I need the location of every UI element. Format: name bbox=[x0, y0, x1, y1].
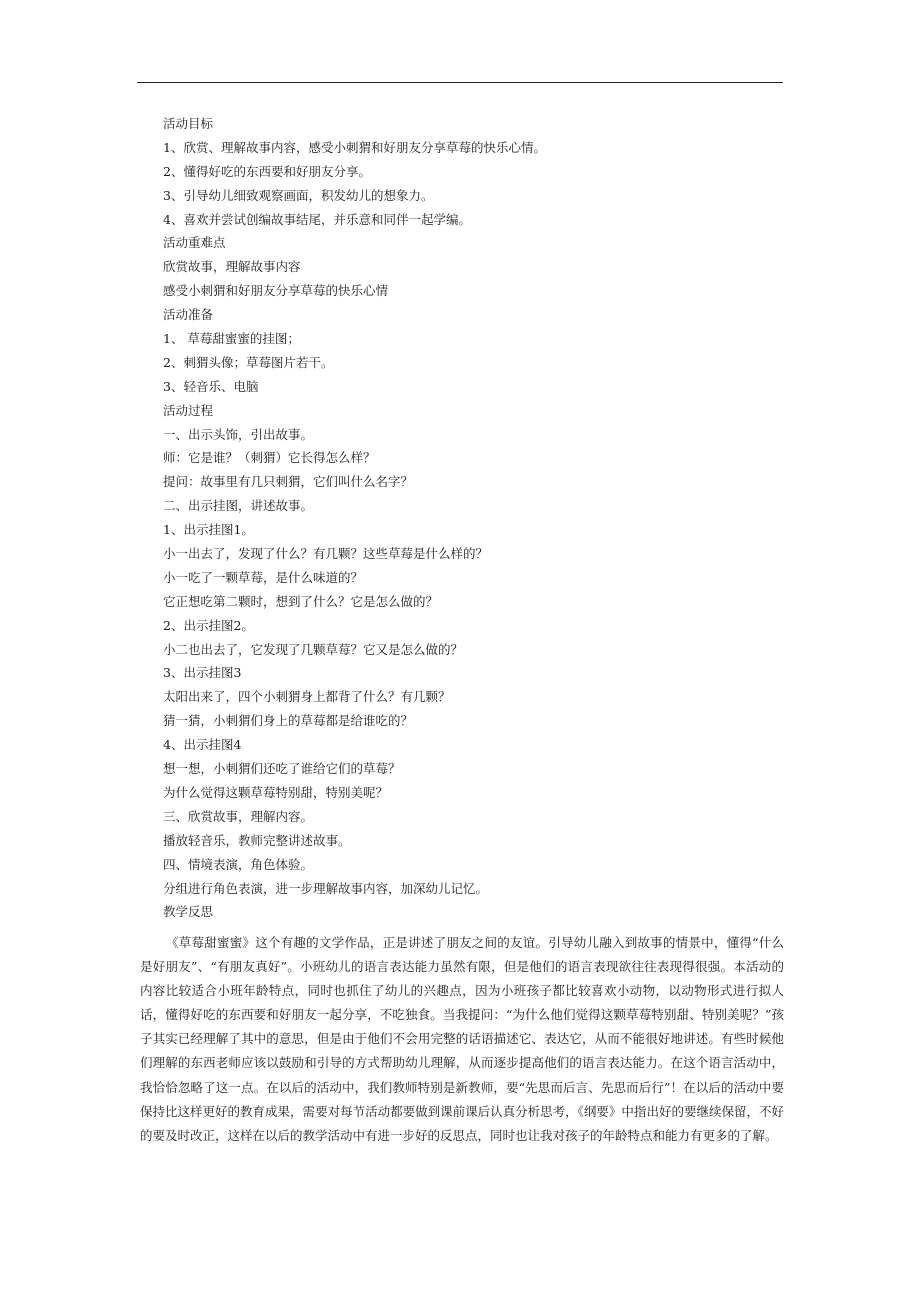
text-line: 3、轻音乐、电脑 bbox=[163, 378, 259, 394]
text-line: 1、出示挂图1。 bbox=[163, 522, 254, 538]
text-line: 它正想吃第二颗时，想到了什么？它是怎么做的？ bbox=[163, 593, 439, 609]
text-line: 想一想，小刺猬们还吃了谁给它们的草莓？ bbox=[163, 761, 401, 777]
text-line: 2、刺猬头像；草莓图片若干。 bbox=[163, 354, 334, 370]
text-line: 欣赏故事，理解故事内容 bbox=[163, 259, 301, 275]
text-line: 猜一猜，小刺猬们身上的草莓都是给谁吃的？ bbox=[163, 713, 414, 729]
text-line: 3、引导幼儿细致观察画面，积发幼儿的想象力。 bbox=[163, 187, 434, 203]
text-line: 小二也出去了，它发现了几颗草莓？它又是怎么做的？ bbox=[163, 641, 464, 657]
section-heading-key-points: 活动重难点 bbox=[163, 235, 226, 251]
section-heading-process: 活动过程 bbox=[163, 402, 214, 418]
text-line: 播放轻音乐，教师完整讲述故事。 bbox=[163, 832, 351, 848]
text-line: 二、出示挂图，讲述故事。 bbox=[163, 498, 314, 514]
text-line: 一、出示头饰，引出故事。 bbox=[163, 426, 314, 442]
reflection-paragraph: 《草莓甜蜜蜜》这个有趣的文学作品，正是讲述了朋友之间的友谊。引导幼儿融入到故事的情景中，懂得“什么是好朋友”、“有朋友真好”。小班幼儿的语言表达能力虽然有限，但是他们的语言表现欲往往表现得很强。本活动的内容比较适合小班年龄特点，同时也抓住了幼儿的兴趣点，因为小班孩子都比较喜欢小动物，以动物形式进行拟人话，懂得好吃的东西要和好朋友一起分享，不吃独食。当我提问：“为什么他们觉得这颗草莓特别甜、特别美呢？”孩子其实已经理解了其中的意思，但是由于他们不会用完整的话语描述它、表达它，从而不能很好地讲述。有些时候他们理解的东西老师应该以鼓励和引导的方式帮助幼儿理解，从而逐步提高他们的语言表达能力。在这个语言活动中，我恰恰忽略了这一点。在以后的活动中，我们教师特别是新教师，要“先思而后言、先思而后行”！在以后的活动中要保持比这样更好的教育成果，需要对每节活动都要做到课前课后认真分析思考，《纲要》中指出好的要继续保留，不好的要及时改正，这样在以后的教学活动中有进一步好的反思点，同时也让我对孩子的年龄特点和能力有更多的了解。 bbox=[140, 935, 784, 1143]
text-line: 1、 草莓甜蜜蜜的挂图； bbox=[163, 331, 300, 347]
text-line: 2、出示挂图2。 bbox=[163, 617, 254, 633]
text-line: 师：它是谁？（刺猬）它长得怎么样？ bbox=[163, 450, 376, 466]
text-line: 小一出去了，发现了什么？有几颗？这些草莓是什么样的？ bbox=[163, 546, 489, 562]
section-heading-goals: 活动目标 bbox=[163, 116, 214, 131]
text-line: 为什么觉得这颗草莓特别甜，特别美呢？ bbox=[163, 784, 389, 800]
document-body bbox=[163, 112, 783, 924]
text-line: 三、欣赏故事，理解内容。 bbox=[163, 808, 314, 824]
text-line: 提问：故事里有几只刺猬，它们叫什么名字？ bbox=[163, 474, 414, 490]
text-line: 感受小刺猬和好朋友分享草莓的快乐心情 bbox=[163, 283, 389, 299]
text-line: 4、喜欢并尝试创编故事结尾，并乐意和同伴一起学编。 bbox=[163, 211, 471, 227]
section-heading-preparation: 活动准备 bbox=[163, 307, 214, 323]
text-line: 1、欣赏、理解故事内容，感受小刺猬和好朋友分享草莓的快乐心情。 bbox=[163, 139, 546, 155]
text-line: 3、出示挂图3 bbox=[163, 665, 242, 681]
text-line: 分组进行角色表演，进一步理解故事内容，加深幼儿记忆。 bbox=[163, 880, 489, 896]
text-line: 小一吃了一颗草莓，是什么味道的？ bbox=[163, 569, 364, 585]
section-heading-reflection: 教学反思 bbox=[163, 904, 214, 920]
text-line: 4、出示挂图4 bbox=[163, 737, 242, 753]
text-line: 四、情境表演，角色体验。 bbox=[163, 856, 314, 872]
header-rule bbox=[137, 82, 783, 83]
text-line: 2、懂得好吃的东西要和好朋友分享。 bbox=[163, 163, 371, 179]
text-line: 太阳出来了，四个小刺猬身上都背了什么？有几颗？ bbox=[163, 689, 451, 705]
